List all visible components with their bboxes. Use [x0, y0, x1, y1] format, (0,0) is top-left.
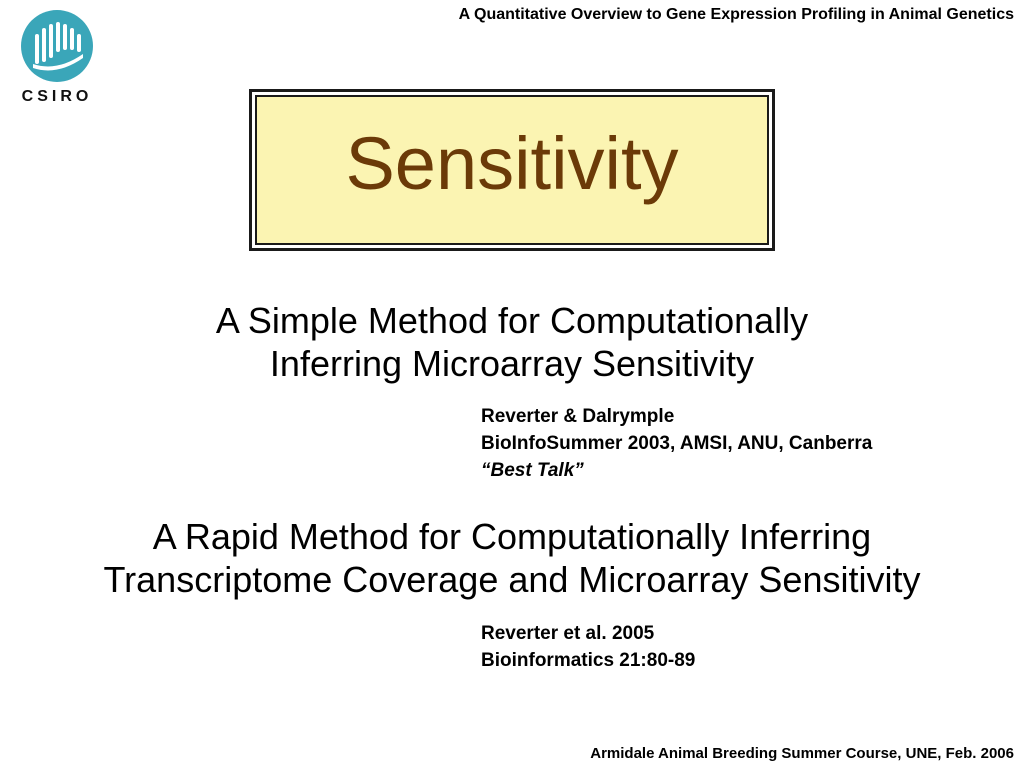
logo-wordmark: CSIRO — [21, 88, 93, 105]
reference-venue: BioInfoSummer 2003, AMSI, ANU, Canberra — [481, 433, 873, 454]
heading-line: Inferring Microarray Sensitivity — [269, 343, 755, 384]
csiro-logo — [13, 8, 101, 108]
csiro-emblem-icon — [13, 8, 101, 88]
heading-line: A Simple Method for Computationally — [215, 300, 809, 341]
section-heading-1 — [0, 299, 1024, 385]
slide-title-box — [249, 89, 775, 251]
heading-line: A Rapid Method for Computationally Inferring — [152, 516, 872, 557]
reference-2 — [481, 620, 695, 674]
reference-1 — [481, 403, 872, 484]
heading-line: Transcriptome Coverage and Microarray Sensitivity — [103, 559, 921, 600]
section-heading-2 — [0, 515, 1024, 601]
footer-text: Armidale Animal Breeding Summer Course, UNE, Feb. 2006 — [590, 745, 1014, 762]
reference-award: “Best Talk” — [481, 460, 584, 481]
slide-title: Sensitivity — [345, 122, 679, 205]
reference-authors: Reverter et al. 2005 — [481, 623, 655, 644]
reference-authors: Reverter & Dalrymple — [481, 406, 675, 427]
presentation-title: A Quantitative Overview to Gene Expression Profiling in Animal Genetics — [458, 6, 1014, 23]
reference-journal: Bioinformatics 21:80-89 — [481, 650, 696, 671]
